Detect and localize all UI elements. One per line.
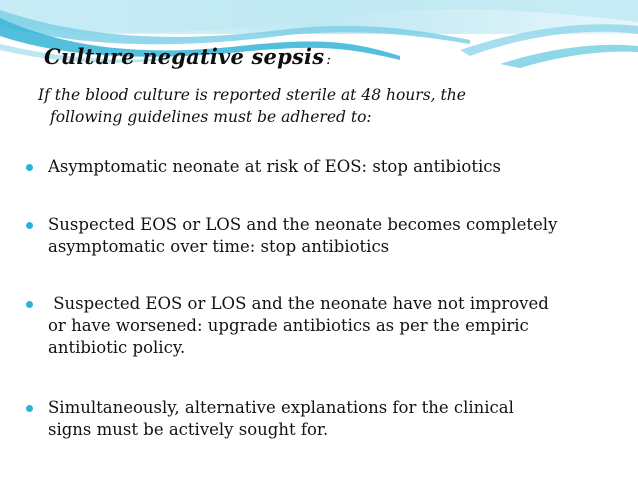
- bullet-4-line-1: Simultaneously, alternative explanations for the clinical: [48, 398, 514, 417]
- bullet-3-line-1: Suspected EOS or LOS and the neonate have not improved: [48, 294, 549, 313]
- bullet-icon: [26, 222, 33, 229]
- intro-line-1: If the blood culture is reported sterile at 48 hours, the: [38, 86, 466, 104]
- slide-title-text: Culture negative sepsis: [44, 44, 325, 69]
- bullet-4-line-2: signs must be actively sought for.: [48, 420, 329, 439]
- bullet-3-line-2: or have worsened: upgrade antibiotics as per the empiric: [48, 316, 529, 335]
- bullet-2-line-2: asymptomatic over time: stop antibiotics: [48, 237, 390, 256]
- slide-title-colon: :: [326, 52, 332, 68]
- slide-title: [44, 44, 331, 69]
- bullet-item: [26, 397, 514, 441]
- bullet-icon: [26, 164, 33, 171]
- bullet-item: [26, 214, 557, 258]
- bullet-item: [26, 156, 501, 178]
- intro-paragraph: [38, 84, 598, 128]
- bullet-icon: [26, 301, 33, 308]
- bullet-2-line-1: Suspected EOS or LOS and the neonate becomes completely: [48, 215, 558, 234]
- bullet-1-line-1: Asymptomatic neonate at risk of EOS: stop antibiotics: [48, 157, 501, 176]
- bullet-3-line-3: antibiotic policy.: [48, 338, 186, 357]
- intro-line-2: following guidelines must be adhered to:: [50, 108, 372, 126]
- bullet-icon: [26, 405, 33, 412]
- bullet-item: [26, 293, 549, 359]
